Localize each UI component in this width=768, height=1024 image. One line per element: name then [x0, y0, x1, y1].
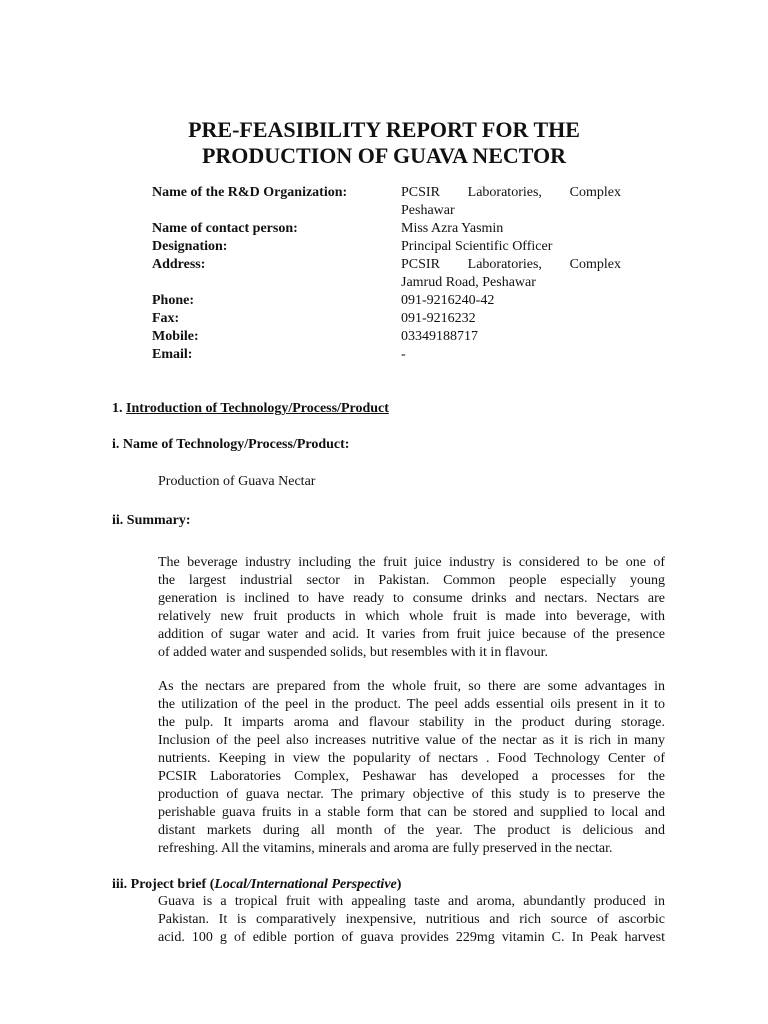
title-line-1: PRE-FEASIBILITY REPORT FOR THE — [188, 117, 580, 142]
summary-paragraph-1 — [158, 554, 665, 662]
summary-p2-line: Inclusion of the peel also increases nutritive value of the nectar as it is rich in many — [158, 733, 665, 748]
summary-p2-line: production of guava nectar. The primary objective of this study is to preserve the — [158, 787, 665, 802]
phone-label: Phone: — [152, 293, 194, 308]
section-1-heading — [112, 400, 389, 418]
technology-name: Production of Guava Nectar — [158, 474, 316, 489]
fax-label: Fax: — [152, 311, 180, 326]
subsection-iii-italic: Local/International Perspective — [214, 877, 397, 892]
summary-p1-line: addition of sugar water and acid. It varies from fruit juice because of the presence — [158, 627, 665, 642]
summary-p1-line: generation is inclined to have ready to consume drinks and nectars. Nectars are — [158, 591, 665, 606]
subsection-iii-prefix: iii. Project brief ( — [112, 877, 215, 892]
info-row-address — [152, 256, 622, 292]
project-brief-line: Guava is a tropical fruit with appealing taste and aroma, abundantly produced in — [158, 894, 665, 909]
summary-p2-line: distant markets during all month of the year. The product is delicious and — [158, 823, 665, 838]
contact-info-block — [152, 184, 622, 364]
address-value-line2: Jamrud Road, Peshawar — [401, 275, 536, 290]
designation-label: Designation: — [152, 239, 228, 254]
contact-label: Name of contact person: — [152, 221, 298, 236]
summary-p2-line: the utilization of the peel in the product. The peel adds essential oils present in it to — [158, 697, 665, 712]
info-row-designation — [152, 238, 622, 256]
summary-paragraph-2 — [158, 678, 665, 858]
phone-value: 091-9216240-42 — [401, 293, 495, 308]
subsection-ii-heading: ii. Summary: — [112, 513, 191, 528]
title-line-2: PRODUCTION OF GUAVA NECTOR — [201, 143, 567, 168]
section-1-title: Introduction of Technology/Process/Product — [126, 401, 389, 416]
summary-p2-line: refreshing. All the vitamins, minerals and aroma are fully preserved in the nectar. — [158, 841, 613, 856]
info-row-phone — [152, 292, 622, 310]
summary-p1-line: The beverage industry including the fruit juice industry is considered to be one of — [158, 555, 665, 570]
subsection-i-heading: i. Name of Technology/Process/Product: — [112, 437, 350, 452]
mobile-value: 03349188717 — [401, 329, 478, 344]
summary-p2-line: nutrients. Keeping in view the popularity of nectars . Food Technology Center of — [158, 751, 665, 766]
org-value-line2: Peshawar — [401, 203, 455, 218]
contact-value: Miss Azra Yasmin — [401, 221, 504, 236]
project-brief-line: Pakistan. It is comparatively inexpensive, nutritious and rich source of ascorbic — [158, 912, 665, 927]
info-row-organization — [152, 184, 622, 220]
project-brief-line: acid. 100 g of edible portion of guava provides 229mg vitamin C. In Peak harvest — [158, 930, 665, 945]
section-1-number: 1. — [112, 401, 126, 416]
info-row-fax — [152, 310, 622, 328]
report-title — [0, 117, 768, 169]
summary-p1-line: the largest industrial sector in Pakistan. Common people especially young — [158, 573, 665, 588]
info-row-contact — [152, 220, 622, 238]
subsection-iii-heading — [112, 876, 401, 894]
info-row-mobile — [152, 328, 622, 346]
address-label: Address: — [152, 257, 206, 272]
designation-value: Principal Scientific Officer — [401, 239, 553, 254]
org-value-line1: PCSIR Laboratories, Complex — [401, 185, 621, 200]
address-value-line1: PCSIR Laboratories, Complex — [401, 257, 621, 272]
summary-p2-line: the pulp. It imparts aroma and flavour stability in the product during storage. — [158, 715, 665, 730]
summary-p2-line: As the nectars are prepared from the whole fruit, so there are some advantages in — [158, 679, 665, 694]
mobile-label: Mobile: — [152, 329, 199, 344]
email-label: Email: — [152, 347, 193, 362]
project-brief-paragraph — [158, 893, 665, 947]
summary-p2-line: PCSIR Laboratories Complex, Peshawar has developed a processes for the — [158, 769, 665, 784]
fax-value: 091-9216232 — [401, 311, 476, 326]
summary-p1-line: of added water and suspended solids, but resembles with it in flavour. — [158, 645, 548, 660]
info-row-email — [152, 346, 622, 364]
summary-p1-line: relatively new fruit products in which whole fruit is made into beverage, with — [158, 609, 665, 624]
org-label: Name of the R&D Organization: — [152, 185, 348, 200]
summary-p2-line: perishable guava fruits in a stable form that can be stored and supplied to local and — [158, 805, 665, 820]
email-value: - — [401, 347, 406, 362]
subsection-iii-suffix: ) — [396, 877, 402, 892]
